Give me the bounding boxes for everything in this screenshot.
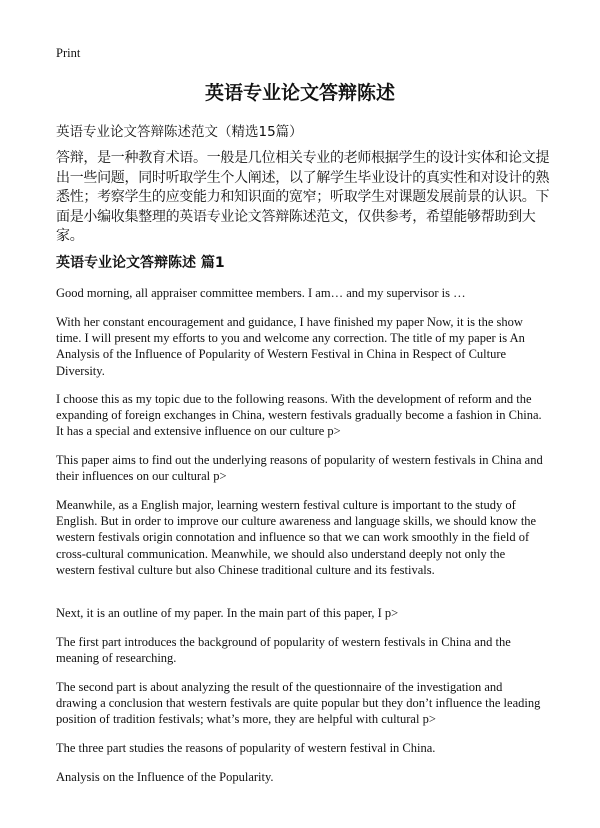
- paragraph-three-part: The three part studies the reasons of popularity of western festival in China.: [56, 741, 436, 755]
- document-subtitle: 英语专业论文答辩陈述范文（精选15篇）: [56, 124, 303, 140]
- paragraph-aims: This paper aims to find out the underlying reasons of popularity of western festivals in China and their influences on our cultural p>: [56, 453, 543, 484]
- paragraph-meanwhile: Meanwhile, as a English major, learning western festival culture is important to the study of English. But in order to improve our culture awareness and language skills, we should know the western festivals origin connotation and influence so that we can work smoothly in the field of cross-cultural communication. Meanwhile, we should also understand deeply not only the western festival culture but also Chinese traditional culture and its festivals.: [56, 498, 537, 577]
- page-title: 英语专业论文答辩陈述: [204, 82, 395, 104]
- paragraph-analysis: Analysis on the Influence of the Popularity.: [56, 770, 274, 784]
- paragraph-first-part: The first part introduces the background of popularity of western festivals in China and the meaning of researching.: [56, 635, 511, 666]
- paragraph-thanks: With her constant encouragement and guidance, I have finished my paper Now, it is the show time. I will present my efforts to you and welcome any correction. The title of my paper is An Analysis of the Influence of Popularity of Western Festival in China in Respect of Culture Diversity.: [56, 315, 525, 378]
- paragraph-outline: Next, it is an outline of my paper. In the main part of this paper, I p>: [56, 606, 399, 620]
- paragraph-greeting: Good morning, all appraiser committee members. I am… and my supervisor is …: [56, 286, 466, 300]
- paragraph-topic-reasons: I choose this as my topic due to the following reasons. With the development of reform and the expanding of foreign exchanges in China, western festivals gradually become a fashion in China. It has a special and extensive influence on our culture p>: [56, 392, 542, 439]
- section-heading: 英语专业论文答辩陈述 篇1: [56, 255, 225, 271]
- print-link[interactable]: Print: [56, 46, 81, 60]
- intro-paragraph: 答辩，是一种教育术语。一般是几位相关专业的老师根据学生的设计实体和论文提出一些问题，同时听取学生个人阐述，以了解学生毕业设计的真实性和对设计的熟悉性；考察学生的应变能力和知识面的宽窄；听取学生对课题发展前景的认识。下面是小编收集整理的英语专业论文答辩陈述范文，仅供参考，希望能够帮助到大家。: [56, 150, 550, 244]
- paragraph-second-part: The second part is about analyzing the result of the questionnaire of the investigation and drawing a conclusion that western festivals are quite popular but they don’t influence the leading position of tradition festivals; what’s more, they are helpful with cultural p>: [56, 680, 541, 727]
